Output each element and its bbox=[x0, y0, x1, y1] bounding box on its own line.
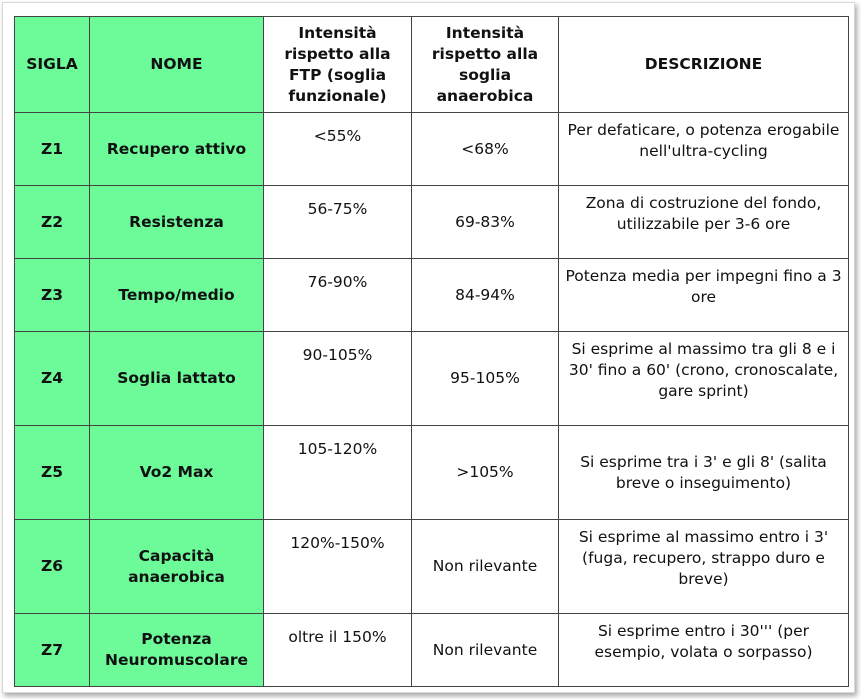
cell-sigla: Z3 bbox=[15, 259, 90, 332]
cell-ftp: 76-90% bbox=[264, 259, 412, 332]
header-descrizione: DESCRIZIONE bbox=[559, 17, 849, 113]
cell-ftp: 120%-150% bbox=[264, 520, 412, 614]
cell-sigla: Z1 bbox=[15, 113, 90, 186]
cell-nome: Recupero attivo bbox=[90, 113, 264, 186]
cell-sigla: Z7 bbox=[15, 614, 90, 687]
table-row bbox=[15, 520, 849, 614]
header-sigla: SIGLA bbox=[15, 17, 90, 113]
cell-descrizione: Si esprime tra i 3' e gli 8' (salita breve o inseguimento) bbox=[559, 426, 849, 520]
cell-ftp: 105-120% bbox=[264, 426, 412, 520]
cell-nome: Soglia lattato bbox=[90, 332, 264, 426]
cell-anaerobica: >105% bbox=[412, 426, 559, 520]
header-nome: NOME bbox=[90, 17, 264, 113]
cell-sigla: Z4 bbox=[15, 332, 90, 426]
cell-anaerobica: 95-105% bbox=[412, 332, 559, 426]
cell-ftp: <55% bbox=[264, 113, 412, 186]
cell-descrizione: Potenza media per impegni fino a 3 ore bbox=[559, 259, 849, 332]
cell-ftp: oltre il 150% bbox=[264, 614, 412, 687]
cell-anaerobica: 69-83% bbox=[412, 186, 559, 259]
header-anaerobic-intensity: Intensità rispetto alla soglia anaerobica bbox=[412, 17, 559, 113]
cell-sigla: Z5 bbox=[15, 426, 90, 520]
table-row bbox=[15, 332, 849, 426]
cell-descrizione: Si esprime al massimo entro i 3' (fuga, recupero, strappo duro e breve) bbox=[559, 520, 849, 614]
cell-descrizione: Zona di costruzione del fondo, utilizzabile per 3-6 ore bbox=[559, 186, 849, 259]
cell-descrizione: Si esprime entro i 30''' (per esempio, volata o sorpasso) bbox=[559, 614, 849, 687]
cell-sigla: Z2 bbox=[15, 186, 90, 259]
cell-nome: Capacità anaerobica bbox=[90, 520, 264, 614]
cell-anaerobica: <68% bbox=[412, 113, 559, 186]
cell-descrizione: Per defaticare, o potenza erogabile nell'ultra-cycling bbox=[559, 113, 849, 186]
cell-nome: Vo2 Max bbox=[90, 426, 264, 520]
cell-ftp: 56-75% bbox=[264, 186, 412, 259]
power-zones-table bbox=[14, 16, 849, 687]
cell-sigla: Z6 bbox=[15, 520, 90, 614]
cell-descrizione: Si esprime al massimo tra gli 8 e i 30' fino a 60' (crono, cronoscalate, gare sprint) bbox=[559, 332, 849, 426]
cell-anaerobica: Non rilevante bbox=[412, 520, 559, 614]
table-row bbox=[15, 426, 849, 520]
table-row bbox=[15, 113, 849, 186]
table-row bbox=[15, 614, 849, 687]
cell-anaerobica: 84-94% bbox=[412, 259, 559, 332]
header-row bbox=[15, 17, 849, 113]
cell-nome: Resistenza bbox=[90, 186, 264, 259]
cell-nome: Potenza Neuromuscolare bbox=[90, 614, 264, 687]
table-row bbox=[15, 186, 849, 259]
table-frame bbox=[2, 2, 855, 693]
header-ftp-intensity: Intensità rispetto alla FTP (soglia funzionale) bbox=[264, 17, 412, 113]
cell-nome: Tempo/medio bbox=[90, 259, 264, 332]
cell-ftp: 90-105% bbox=[264, 332, 412, 426]
cell-anaerobica: Non rilevante bbox=[412, 614, 559, 687]
table-row bbox=[15, 259, 849, 332]
